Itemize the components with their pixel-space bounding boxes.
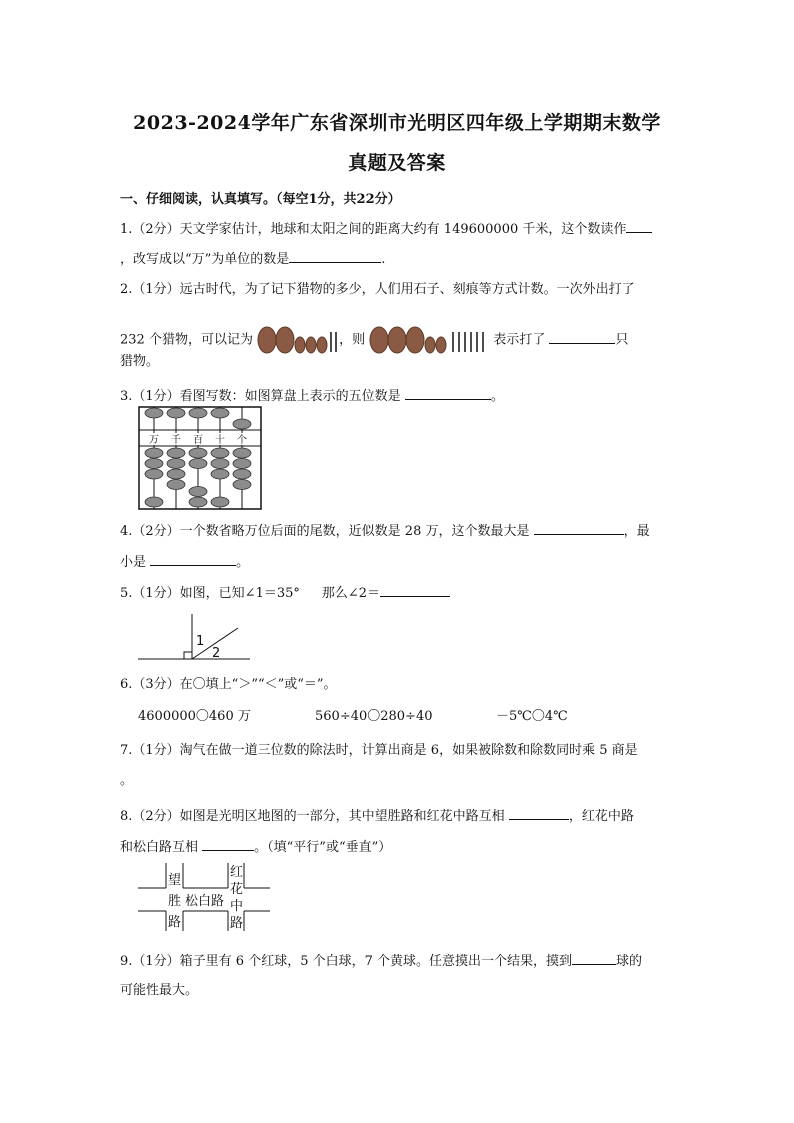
- small-stone: [306, 337, 316, 353]
- abacus-place-label: 百: [193, 435, 203, 446]
- q9-line-1: 9.（1分）箱子里有 6 个红球，5 个白球，7 个黄球。任意摸出一个结果，摸到 球的: [120, 950, 680, 971]
- abacus-upper-bead: [145, 408, 163, 418]
- q2-stone-tally-image-2: [369, 326, 493, 354]
- q2-line-2: 232 个猎物，可以记为 ，则 表示打了 只: [120, 326, 680, 354]
- angle-2-label: 2: [212, 646, 221, 661]
- abacus-place-label: 个: [237, 435, 247, 446]
- abacus-lower-bead: [211, 497, 229, 507]
- abacus-lower-bead: [233, 469, 251, 479]
- q9-blank[interactable]: [572, 950, 616, 965]
- q6-expr-3: －5℃〇4℃: [496, 709, 568, 724]
- q3-blank[interactable]: [405, 385, 491, 400]
- abacus-lower-bead: [211, 448, 229, 458]
- abacus-lower-bead: [233, 480, 251, 490]
- small-stone: [317, 337, 327, 353]
- abacus-place-label: 十: [215, 435, 225, 446]
- small-stone: [425, 337, 435, 353]
- small-stone: [295, 337, 305, 353]
- big-stone: [406, 327, 424, 353]
- road-honghua-char-4: 路: [230, 916, 244, 931]
- road-songbai-label: 松白路: [185, 894, 225, 909]
- q2-stone-tally-image-1: [257, 326, 339, 354]
- road-map-figure: [136, 861, 272, 933]
- q2-blank[interactable]: [549, 329, 615, 344]
- q9-line-2: 可能性最大。: [120, 983, 199, 998]
- abacus-upper-bead: [189, 408, 207, 418]
- q2-line-1: 2.（1分）远古时代，为了记下猎物的多少，人们用石子、刻痕等方式计数。一次外出打了: [120, 282, 635, 297]
- abacus-lower-bead: [145, 469, 163, 479]
- small-stone: [436, 337, 446, 353]
- big-stone: [276, 327, 294, 353]
- road-wangsheng-char-2: 胜: [168, 894, 182, 909]
- angle-figure: [136, 612, 252, 662]
- q4-line-1: 4.（2分）一个数省略万位后面的尾数，近似数是 28 万，这个数最大是 ，最: [120, 520, 680, 541]
- q8-line-2: 和松白路互相 。（填“平行”或“垂直”）: [120, 836, 680, 857]
- q4-blank-1[interactable]: [534, 520, 624, 535]
- q3-line: 3.（1分）看图写数：如图算盘上表示的五位数是 。: [120, 385, 680, 406]
- q5-line: 5.（1分）如图，已知∠1＝35° 那么∠2＝: [120, 582, 680, 603]
- road-wangsheng-char-1: 望: [168, 873, 182, 888]
- abacus-place-label: 千: [171, 435, 181, 446]
- q4-line-2: 小是 。: [120, 551, 680, 572]
- q8-line-1: 8.（2分）如图是光明区地图的一部分，其中望胜路和红花中路互相 ，红花中路: [120, 805, 680, 826]
- abacus-lower-bead: [167, 480, 185, 490]
- q1-blank-1[interactable]: [626, 218, 652, 233]
- q5-blank[interactable]: [380, 582, 450, 597]
- abacus-lower-bead: [233, 459, 251, 469]
- q1-line-1: 1.（2分）天文学家估计，地球和太阳之间的距离大约有 149600000 千米，这个数读作: [120, 218, 680, 239]
- big-stone: [388, 327, 406, 353]
- q8-blank-2[interactable]: [202, 836, 254, 851]
- abacus-lower-bead: [211, 469, 229, 479]
- q6-expr-1: 4600000〇460 万: [138, 709, 251, 724]
- abacus-lower-bead: [167, 448, 185, 458]
- road-honghua-char-3: 中: [230, 899, 244, 914]
- section-heading: 一、仔细阅读，认真填写。（每空1分，共22分）: [120, 192, 401, 207]
- abacus-lower-bead: [167, 469, 185, 479]
- right-angle-mark: [184, 652, 192, 659]
- q1-blank-2[interactable]: [289, 248, 381, 263]
- abacus-lower-bead: [189, 448, 207, 458]
- q2-line-3: 猎物。: [120, 354, 160, 369]
- big-stone: [370, 327, 388, 353]
- abacus-upper-bead: [211, 408, 229, 418]
- abacus-lower-bead: [233, 448, 251, 458]
- abacus-lower-bead: [211, 459, 229, 469]
- abacus-lower-bead: [189, 459, 207, 469]
- abacus-lower-bead: [145, 448, 163, 458]
- road-wangsheng-char-3: 路: [168, 915, 182, 930]
- q4-blank-2[interactable]: [150, 551, 236, 566]
- abacus-lower-bead: [167, 459, 185, 469]
- abacus-lower-bead: [189, 487, 207, 497]
- big-stone: [258, 327, 276, 353]
- abacus-upper-bead: [167, 408, 185, 418]
- q6-line: 6.（3分）在〇填上“＞”“＜”或“＝”。: [120, 677, 337, 692]
- title-line-2: 真题及答案: [348, 152, 446, 174]
- abacus-upper-bead: [233, 419, 251, 429]
- road-honghua-char-2: 花: [230, 882, 244, 897]
- angle-1-label: 1: [196, 634, 205, 649]
- q8-blank-1[interactable]: [509, 805, 569, 820]
- abacus-lower-bead: [189, 497, 207, 507]
- q6-expr-2: 560÷40〇280÷40: [315, 709, 433, 724]
- q7-line-1: 7.（1分）淘气在做一道三位数的除法时，计算出商是 6，如果被除数和除数同时乘 5 商是: [120, 743, 638, 758]
- road-honghua-char-1: 红: [230, 865, 244, 880]
- abacus-figure: [138, 406, 262, 510]
- title-line-1: 2023-2024学年广东省深圳市光明区四年级上学期期末数学: [133, 112, 661, 134]
- abacus-place-label: 万: [149, 435, 159, 446]
- q1-line-2: ，改写成以“万”为单位的数是 .: [120, 248, 680, 269]
- abacus-lower-bead: [145, 497, 163, 507]
- q7-line-2: 。: [120, 773, 134, 788]
- abacus-lower-bead: [145, 459, 163, 469]
